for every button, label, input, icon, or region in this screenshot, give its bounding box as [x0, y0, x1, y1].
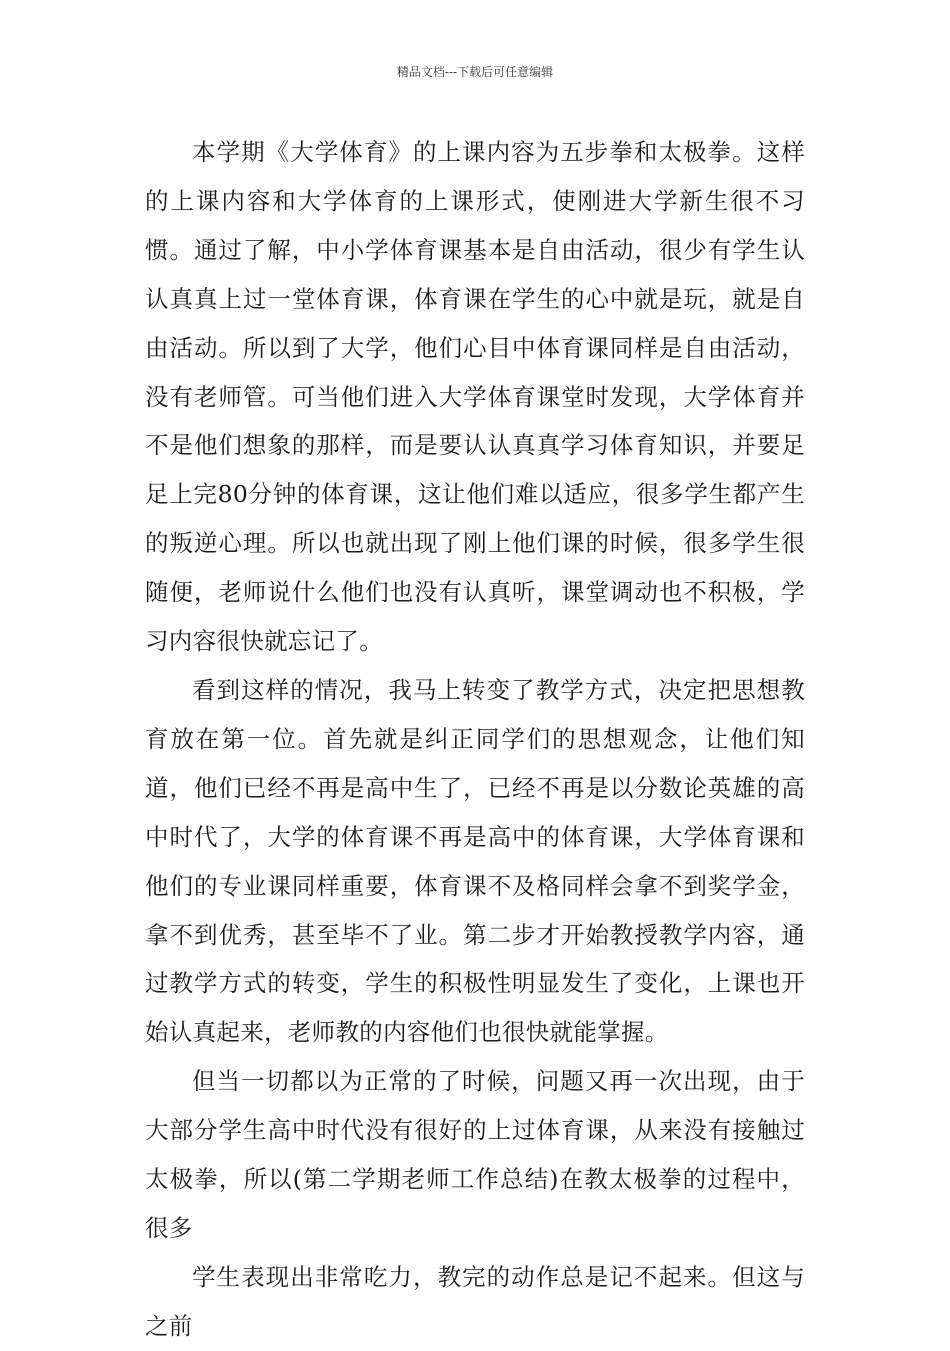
page-header: 精品文档---下载后可任意编辑 [396, 65, 554, 79]
paragraph-4: 学生表现出非常吃力，教完的动作总是记不起来。但这与之前 [145, 1262, 805, 1340]
paragraph-3: 但当一切都以为正常的了时候，问题又再一次出现，由于大部分学生高中时代没有很好的上过体育课，从来没有接触过太极拳，所以(第二学期老师工作总结)在教太极拳的过程中，很多 [145, 1067, 805, 1242]
document-body [145, 128, 805, 1351]
paragraph-2: 看到这样的情况，我马上转变了教学方式，决定把思想教育放在第一位。首先就是纠正同学们的思想观念，让他们知道，他们已经不再是高中生了，已经不再是以分数论英雄的高中时代了，大学的体育课不再是高中的体育课，大学体育课和他们的专业课同样重要，体育课不及格同样会拿不到奖学金，拿不到优秀，甚至毕不了业。第二步才开始教授教学内容，通过教学方式的转变，学生的积极性明显发生了变化，上课也开始认真起来，老师教的内容他们也很快就能掌握。 [145, 675, 805, 1047]
paragraph-1: 本学期《大学体育》的上课内容为五步拳和太极拳。这样的上课内容和大学体育的上课形式，使刚进大学新生很不习惯。通过了解，中小学体育课基本是自由活动，很少有学生认认真真上过一堂体育课，体育课在学生的心中就是玩，就是自由活动。所以到了大学，他们心目中体育课同样是自由活动，没有老师管。可当他们进入大学体育课堂时发现，大学体育并不是他们想象的那样，而是要认认真真学习体育知识，并要足足上完80分钟的体育课，这让他们难以适应，很多学生都产生的叛逆心理。所以也就出现了刚上他们课的时候，很多学生很随便，老师说什么他们也没有认真听，课堂调动也不积极，学习内容很快就忘记了。 [145, 138, 805, 656]
